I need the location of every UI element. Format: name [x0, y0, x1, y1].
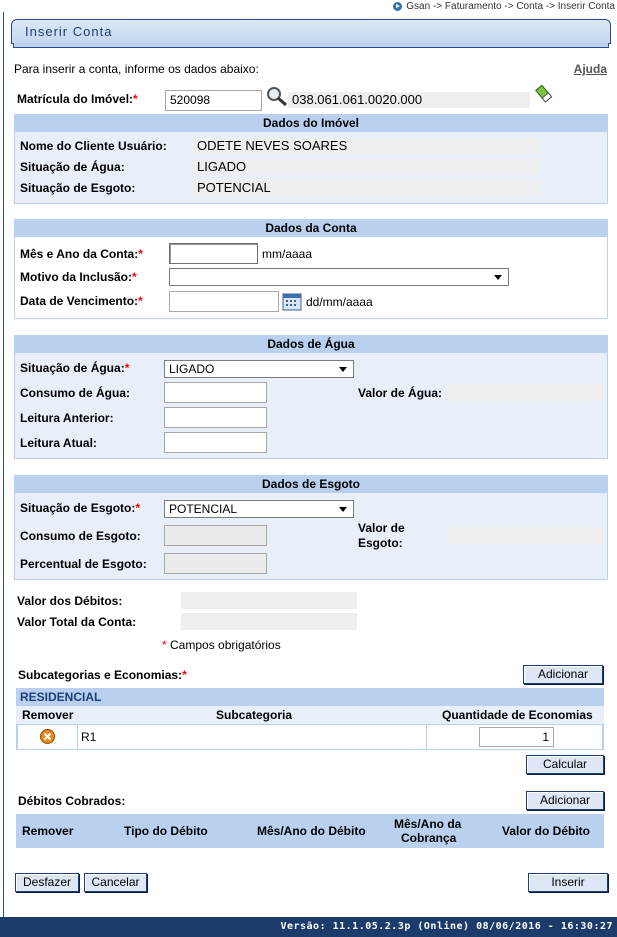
situacao-esgoto-label: [20, 501, 140, 515]
section-dados-agua: [14, 335, 608, 459]
section-dados-imovel: [14, 114, 608, 204]
chevron-down-icon: [339, 507, 347, 512]
cliente-label: Nome do Cliente Usuário:: [20, 139, 167, 153]
table-header: [16, 706, 604, 724]
situacao-agua-label: [20, 361, 129, 375]
breadcrumb: [393, 0, 615, 12]
section-dados-conta: [14, 219, 608, 319]
matricula-label: [17, 92, 138, 106]
group-label: RESIDENCIAL: [20, 690, 102, 704]
mes-ano-label-text: Mês e Ano da Conta:: [20, 247, 139, 261]
section-body: [15, 237, 607, 318]
debitos-label: Débitos Cobrados:: [18, 794, 126, 808]
calcular-button[interactable]: Calcular: [526, 755, 604, 774]
section-body: [15, 493, 607, 579]
calendar-icon[interactable]: [282, 292, 302, 311]
col-remover: Remover: [22, 708, 74, 722]
vencimento-hint: dd/mm/aaaa: [306, 295, 373, 309]
add-subcategoria-button[interactable]: Adicionar: [523, 665, 603, 684]
eraser-icon[interactable]: [535, 84, 553, 104]
subcategorias-table: [16, 688, 604, 750]
version-text: Versão: 11.1.05.2.3p (Online) 08/06/2016 - 16:30:27: [280, 921, 613, 932]
section-body: [15, 132, 607, 203]
situacao-agua-value: LIGADO: [193, 159, 541, 175]
section-title: Dados de Água: [15, 336, 607, 353]
subcategorias-label: [18, 668, 187, 682]
quantidade-input[interactable]: 1: [479, 727, 554, 747]
section-title: Dados de Esgoto: [15, 476, 607, 493]
required-note-text: Campos obrigatórios: [170, 638, 281, 652]
situacao-esgoto-label-text: Situação de Esgoto:: [20, 501, 136, 515]
valor-total-value: [181, 613, 357, 630]
col-quantidade: Quantidade de Economias: [442, 708, 593, 722]
leitura-atual-input[interactable]: [164, 432, 267, 453]
consumo-agua-label: Consumo de Água:: [20, 386, 130, 400]
motivo-label-text: Motivo da Inclusão:: [20, 270, 133, 284]
matricula-label-text: Matrícula do Imóvel:: [17, 92, 134, 106]
situacao-agua-select[interactable]: [164, 360, 354, 378]
page-frame-rule: [3, 12, 4, 917]
valor-total-label: Valor Total da Conta:: [17, 615, 137, 629]
magnifier-icon[interactable]: [265, 85, 289, 107]
vencimento-label: [20, 294, 143, 308]
col-subcategoria: Subcategoria: [216, 708, 293, 722]
vencimento-input[interactable]: [169, 291, 279, 312]
consumo-agua-input[interactable]: [164, 382, 267, 403]
desfazer-button[interactable]: Desfazer: [15, 873, 79, 892]
required-mark: *: [138, 247, 143, 261]
valor-agua-label: Valor de Água:: [358, 386, 443, 400]
required-mark: *: [138, 294, 143, 308]
add-debito-button[interactable]: Adicionar: [526, 791, 604, 810]
vencimento-label-text: Data de Vencimento:: [20, 294, 139, 308]
page-title: Inserir Conta: [25, 24, 113, 39]
situacao-agua-selected: LIGADO: [169, 362, 215, 376]
col-tipo-debito: Tipo do Débito: [124, 824, 208, 838]
remove-icon[interactable]: [40, 729, 55, 744]
mes-ano-label: [20, 247, 143, 261]
situacao-esgoto-selected: POTENCIAL: [169, 502, 238, 516]
valor-debitos-value: [181, 592, 357, 609]
required-mark: *: [182, 668, 187, 682]
chevron-down-icon: [339, 367, 347, 372]
valor-debitos-label: Valor dos Débitos:: [17, 594, 123, 608]
table-row: [18, 725, 602, 749]
required-mark: *: [162, 638, 167, 652]
col-valor-debito: Valor do Débito: [502, 824, 591, 838]
mes-ano-input[interactable]: [169, 243, 258, 264]
debitos-table-header: [16, 814, 604, 848]
leitura-anterior-label: Leitura Anterior:: [20, 411, 114, 425]
situacao-esgoto-label: Situação de Esgoto:: [20, 181, 136, 195]
consumo-esgoto-label: Consumo de Esgoto:: [20, 529, 141, 543]
situacao-agua-label: Situação de Água:: [20, 160, 125, 174]
intro-text: Para inserir a conta, informe os dados abaixo:: [14, 62, 259, 76]
section-title: Dados da Conta: [15, 220, 607, 237]
breadcrumb-text: Gsan -> Faturamento -> Conta -> Inserir Conta: [406, 0, 615, 12]
required-mark: *: [124, 361, 130, 375]
cliente-value: ODETE NEVES SOARES: [193, 138, 541, 154]
page-header: [11, 19, 611, 44]
col-mes-ano-cobranca-1: Mês/Ano da: [394, 817, 462, 831]
help-link[interactable]: Ajuda: [573, 62, 607, 76]
section-body: [15, 353, 607, 458]
required-note: [162, 638, 281, 652]
valor-esgoto-label-line2: Esgoto:: [358, 536, 403, 550]
mes-ano-hint: mm/aaaa: [262, 247, 313, 261]
required-mark: *: [133, 92, 138, 106]
leitura-anterior-input[interactable]: [164, 407, 267, 428]
col-remover: Remover: [22, 824, 74, 838]
col-mes-ano-cobranca-2: Cobrança: [401, 831, 457, 845]
valor-agua-value: [447, 384, 603, 401]
footer-bar: [0, 917, 617, 937]
cancelar-button[interactable]: Cancelar: [84, 873, 147, 892]
subcategoria-cell: R1: [77, 725, 427, 749]
percentual-esgoto-label: Percentual de Esgoto:: [20, 557, 147, 571]
situacao-esgoto-select[interactable]: [164, 500, 354, 518]
valor-esgoto-label-line1: Valor de: [358, 521, 405, 535]
matricula-input[interactable]: 520098: [165, 90, 262, 111]
inserir-button[interactable]: Inserir: [528, 873, 608, 892]
leitura-atual-label: Leitura Atual:: [20, 436, 97, 450]
subcategorias-label-text: Subcategorias e Economias:: [18, 668, 183, 682]
valor-esgoto-value: [447, 527, 603, 544]
required-mark: *: [135, 501, 141, 515]
motivo-select[interactable]: [169, 268, 509, 286]
motivo-label: [20, 270, 137, 284]
section-dados-esgoto: [14, 475, 608, 580]
required-mark: *: [132, 270, 137, 284]
chevron-down-icon: [494, 275, 502, 280]
section-title: Dados do Imóvel: [15, 115, 607, 132]
breadcrumb-arrow-icon: [393, 2, 402, 11]
consumo-esgoto-input: [164, 525, 267, 546]
situacao-esgoto-value: POTENCIAL: [193, 180, 541, 196]
inscricao-field: 038.061.061.0020.000: [288, 92, 530, 108]
situacao-agua-label-text: Situação de Água:: [20, 361, 125, 375]
percentual-esgoto-input: [164, 553, 267, 574]
col-mes-ano-debito: Mês/Ano do Débito: [257, 824, 366, 838]
